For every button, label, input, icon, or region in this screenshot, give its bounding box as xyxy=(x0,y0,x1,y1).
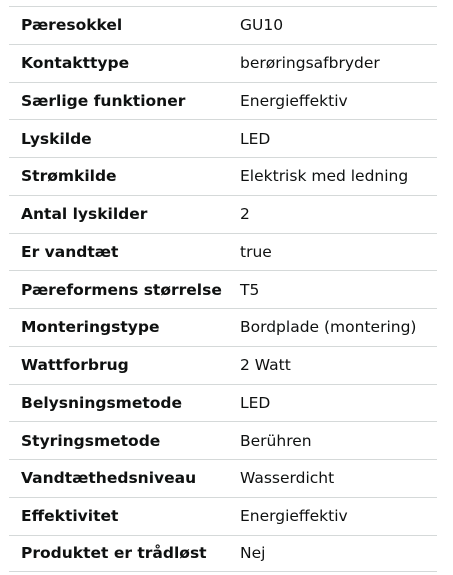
spec-label: Wattforbrug xyxy=(21,356,129,375)
spec-row xyxy=(9,497,437,535)
spec-value: true xyxy=(240,242,272,261)
spec-value: Nej xyxy=(240,544,266,563)
spec-row xyxy=(9,384,437,422)
spec-label: Er vandtæt xyxy=(21,242,119,261)
spec-row xyxy=(9,535,437,573)
spec-label: Strømkilde xyxy=(21,167,117,186)
spec-value: LED xyxy=(240,129,271,148)
spec-value: Elektrisk med ledning xyxy=(240,167,409,186)
spec-row xyxy=(9,157,437,195)
spec-label: Vandtæthedsniveau xyxy=(21,469,197,488)
spec-value: berøringsafbryder xyxy=(240,54,380,73)
spec-value: GU10 xyxy=(240,16,284,35)
spec-row xyxy=(9,459,437,497)
spec-value: Energieffektiv xyxy=(240,507,348,526)
spec-row xyxy=(9,119,437,157)
spec-value: 2 Watt xyxy=(240,356,291,375)
spec-row xyxy=(9,44,437,82)
spec-value: Bordplade (montering) xyxy=(240,318,417,337)
spec-row xyxy=(9,346,437,384)
spec-label: Monteringstype xyxy=(21,318,160,337)
spec-value: Wasserdicht xyxy=(240,469,335,488)
spec-row xyxy=(9,233,437,271)
spec-label: Styringsmetode xyxy=(21,431,161,450)
spec-value: Energieffektiv xyxy=(240,91,348,110)
spec-label: Pæreformens størrelse xyxy=(21,280,222,299)
spec-row xyxy=(9,195,437,233)
spec-row xyxy=(9,270,437,308)
spec-value: T5 xyxy=(240,280,260,299)
spec-value: LED xyxy=(240,393,271,412)
spec-row xyxy=(9,421,437,459)
spec-label: Antal lyskilder xyxy=(21,205,148,224)
spec-label: Særlige funktioner xyxy=(21,91,186,110)
spec-label: Effektivitet xyxy=(21,507,119,526)
spec-row xyxy=(9,308,437,346)
spec-label: Lyskilde xyxy=(21,129,92,148)
spec-row xyxy=(9,6,437,44)
spec-label: Belysningsmetode xyxy=(21,393,183,412)
spec-label: Kontakttype xyxy=(21,54,130,73)
spec-row xyxy=(9,82,437,120)
spec-value: Berühren xyxy=(240,431,312,450)
spec-label: Produktet er trådløst xyxy=(21,544,207,563)
spec-label: Pæresokkel xyxy=(21,16,123,35)
spec-value: 2 xyxy=(240,205,250,224)
